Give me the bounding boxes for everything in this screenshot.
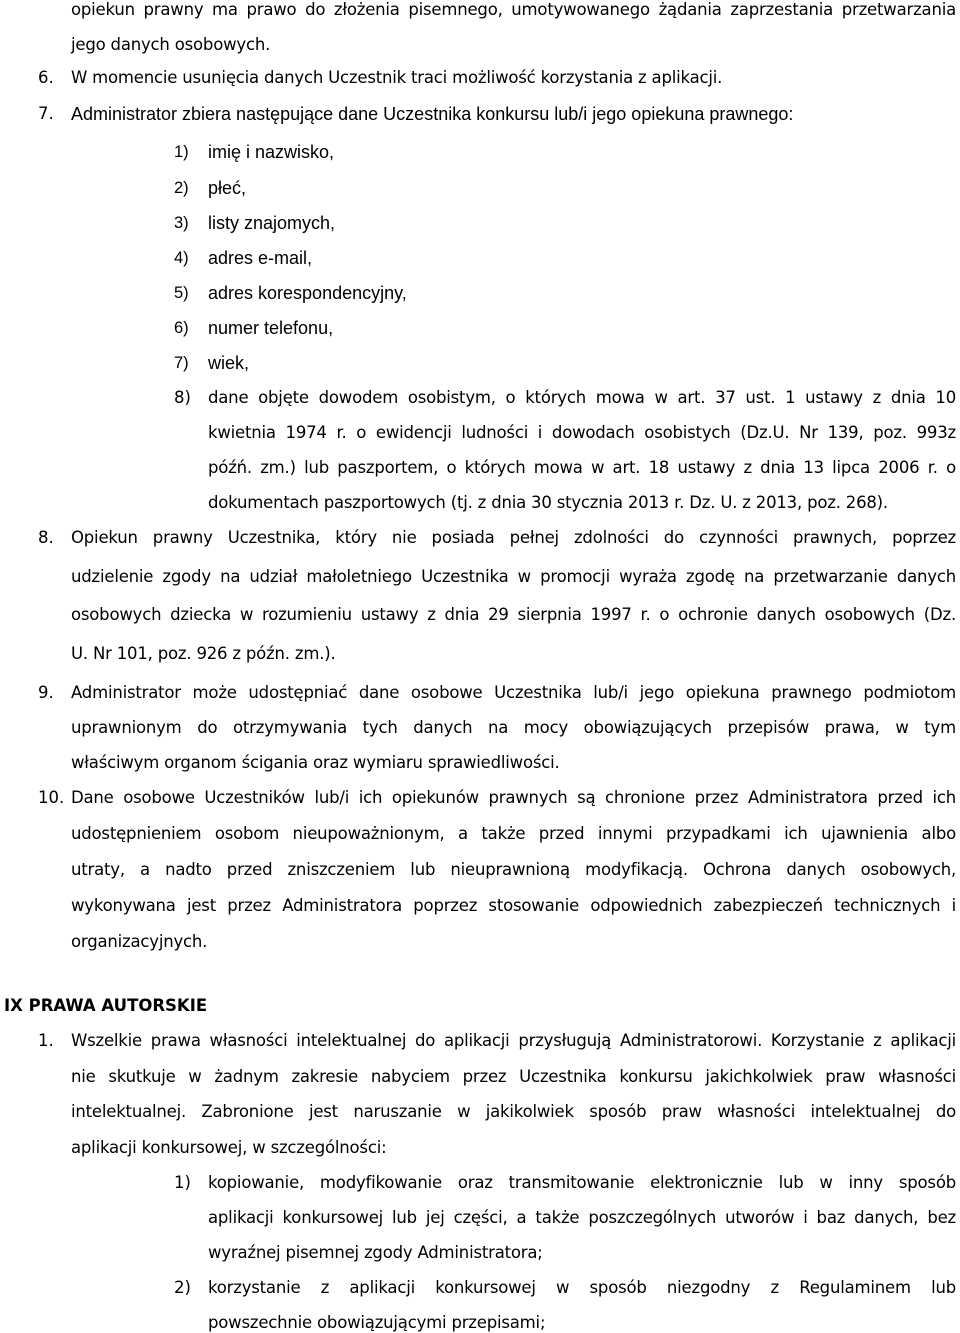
list-item-line: późń. zm.) lub paszportem, o których mowa w art. 18 ustawy z dnia 13 lipca 2006 r. o	[208, 458, 956, 477]
list-number: 7)	[174, 354, 189, 372]
list-number: 1)	[174, 143, 189, 161]
list-number: 4)	[174, 249, 189, 267]
list-number: 6)	[174, 319, 189, 337]
list-number: 9.	[38, 683, 54, 702]
paragraph-line: Opiekun prawny Uczestnika, który nie posiada pełnej zdolności do czynności prawnych, poprzez	[71, 528, 956, 547]
list-item-line: dokumentach paszportowych (tj. z dnia 30 stycznia 2013 r. Dz. U. z 2013, poz. 268).	[208, 493, 888, 512]
list-item: listy znajomych,	[208, 213, 336, 233]
list-item: płeć,	[208, 178, 247, 198]
paragraph-line: utraty, a nadto przed zniszczeniem lub nieuprawnioną modyfikacją. Ochrona danych osobowych,	[71, 860, 956, 879]
paragraph-line: osobowych dziecka w rozumieniu ustawy z dnia 29 sierpnia 1997 r. o ochronie danych osobowych (Dz.	[71, 605, 956, 624]
paragraph-line: Administrator zbiera następujące dane Uczestnika konkursu lub/i jego opiekuna prawnego:	[71, 104, 794, 124]
list-number: 2)	[174, 179, 189, 197]
list-number: 8.	[38, 528, 54, 547]
paragraph-line: udostępnieniem osobom nieupoważnionym, a także przed innymi przypadkami ich ujawnienia albo	[71, 824, 956, 843]
list-number: 1.	[38, 1031, 54, 1050]
paragraph-line: udzielenie zgody na udział małoletniego Uczestnika w promocji wyraża zgodę na przetwarzanie danych	[71, 567, 956, 586]
paragraph-line: Administrator może udostępniać dane osobowe Uczestnika lub/i jego opiekuna prawnego podmiotom	[71, 683, 956, 702]
list-number: 6.	[38, 68, 54, 87]
list-item-line: powszechnie obowiązującymi przepisami;	[208, 1313, 546, 1332]
section-heading: IX PRAWA AUTORSKIE	[4, 996, 208, 1015]
list-number: 1)	[174, 1173, 191, 1192]
list-item: imię i nazwisko,	[208, 142, 335, 162]
list-item: wiek,	[208, 353, 250, 373]
list-item-line: aplikacji konkursowej lub jej części, a także poszczególnych utworów i baz danych, bez	[208, 1208, 956, 1227]
paragraph-line: właściwym organom ścigania oraz wymiaru sprawiedliwości.	[71, 753, 560, 772]
paragraph-line: intelektualnej. Zabronione jest naruszanie w jakikolwiek sposób praw własności intelektualnej do	[71, 1102, 956, 1121]
list-number: 3)	[174, 214, 189, 232]
list-item: numer telefonu,	[208, 318, 334, 338]
list-item: adres e-mail,	[208, 248, 313, 268]
paragraph-line: Dane osobowe Uczestników lub/i ich opiekunów prawnych są chronione przez Administratora przed ich	[71, 788, 956, 807]
list-number: 10.	[38, 788, 65, 807]
list-number: 7.	[38, 104, 54, 123]
paragraph-line: jego danych osobowych.	[71, 35, 271, 54]
list-number: 5)	[174, 284, 189, 302]
paragraph-line: wykonywana jest przez Administratora poprzez stosowanie odpowiednich zabezpieczeń technicznych i	[71, 896, 956, 915]
paragraph-line: organizacyjnych.	[71, 932, 208, 951]
paragraph-line: Wszelkie prawa własności intelektualnej do aplikacji przysługują Administratorowi. Korzystanie z aplikacji	[71, 1031, 956, 1050]
paragraph-line: nie skutkuje w żadnym zakresie nabyciem przez Uczestnika konkursu jakichkolwiek praw własności	[71, 1067, 956, 1086]
list-item-line: kopiowanie, modyfikowanie oraz transmitowanie elektronicznie lub w inny sposób	[208, 1173, 956, 1192]
list-item-line: kwietnia 1974 r. o ewidencji ludności i dowodach osobistych (Dz.U. Nr 139, poz. 993z	[208, 423, 956, 442]
list-number: 8)	[174, 388, 191, 407]
list-item-line: wyraźnej pisemnej zgody Administratora;	[208, 1243, 543, 1262]
list-item-line: korzystanie z aplikacji konkursowej w sposób niezgodny z Regulaminem lub	[208, 1278, 956, 1297]
paragraph-line: opiekun prawny ma prawo do złożenia pisemnego, umotywowanego żądania zaprzestania przetwarzania	[71, 0, 956, 19]
list-item-line: dane objęte dowodem osobistym, o których mowa w art. 37 ust. 1 ustawy z dnia 10	[208, 388, 956, 407]
list-item: adres korespondencyjny,	[208, 283, 407, 303]
list-number: 2)	[174, 1278, 191, 1297]
paragraph-line: aplikacji konkursowej, w szczególności:	[71, 1138, 387, 1157]
paragraph-line: W momencie usunięcia danych Uczestnik traci możliwość korzystania z aplikacji.	[71, 68, 723, 87]
paragraph-line: U. Nr 101, poz. 926 z późn. zm.).	[71, 644, 336, 663]
paragraph-line: uprawnionym do otrzymywania tych danych na mocy obowiązujących przepisów prawa, w tym	[71, 718, 956, 737]
